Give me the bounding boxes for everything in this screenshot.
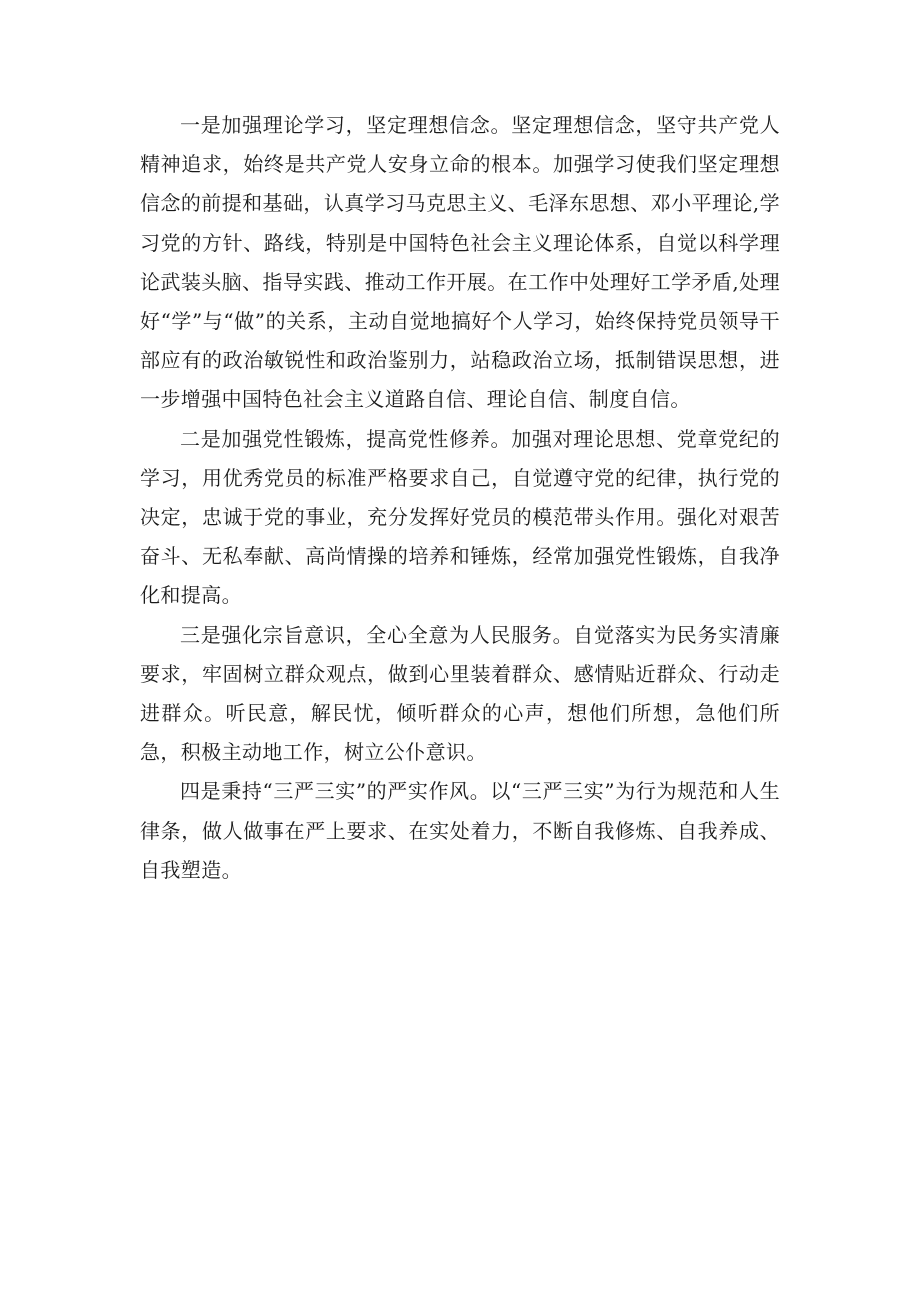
- paragraph-serve-people: 三是强化宗旨意识，全心全意为人民服务。自觉落实为民务实清廉要求，牢固树立群众观点，做到心里装着群众、感情贴近群众、行动走进群众。听民意，解民忧，倾听群众的心声，想他们所想，急他们所急，积极主动地工作，树立公仆意识。: [140, 622, 780, 765]
- paragraph-theory-study: 一是加强理论学习，坚定理想信念。坚定理想信念，坚守共产党人精神追求，始终是共产党人安身立命的根本。加强学习使我们坚定理想信念的前提和基础，认真学习马克思主义、毛泽东思想、邓小平理论,学习党的方针、路线，特别是中国特色社会主义理论体系，自觉以科学理论武装头脑、指导实践、推动工作开展。在工作中处理好工学矛盾,处理好“学”与“做”的关系，主动自觉地搞好个人学习，始终保持党员领导干部应有的政治敏锐性和政治鉴别力，站稳政治立场，抵制错误思想，进一步增强中国特色社会主义道路自信、理论自信、制度自信。: [140, 113, 780, 412]
- document-body: [140, 106, 780, 890]
- paragraph-party-spirit: 二是加强党性锻炼，提高党性修养。加强对理论思想、党章党纪的学习，用优秀党员的标准严格要求自己，自觉遵守党的纪律，执行党的决定，忠诚于党的事业，充分发挥好党员的模范带头作用。强化对艰苦奋斗、无私奉献、高尚情操的培养和锤炼，经常加强党性锻炼，自我净化和提高。: [140, 426, 780, 608]
- paragraph-three-stricts: 四是秉持“三严三实”的严实作风。以“三严三实”为行为规范和人生律条，做人做事在严上要求、在实处着力，不断自我修炼、自我养成、自我塑造。: [140, 779, 780, 882]
